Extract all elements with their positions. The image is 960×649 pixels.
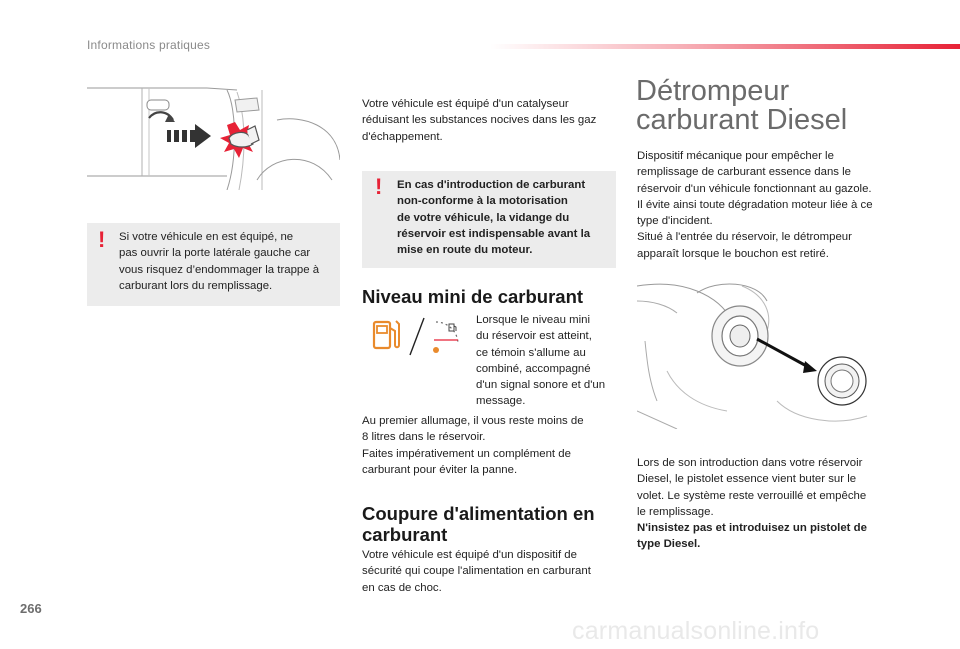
door-warning-text: Si votre véhicule en est équipé, ne pas ouvrir la porte latérale gauche car vous risquez d’endommager la trappe à carburant lors du remplissage.	[119, 231, 320, 292]
warning-exclamation-icon: !	[375, 174, 383, 199]
fuel-flap-illustration	[87, 80, 340, 190]
low-fuel-heading: Niveau mini de carburant	[362, 286, 584, 307]
misfuel-device-illustration	[637, 281, 890, 429]
misfuel-bold-text: N'insistez pas et introduisez un pistolet de type Diesel.	[637, 522, 867, 551]
low-fuel-indicator-icons	[372, 312, 462, 358]
fuel-cutoff-heading: Coupure d'alimentation en carburant	[362, 503, 595, 545]
page-number: 266	[20, 601, 42, 616]
low-fuel-text: Au premier allumage, il vous reste moins de 8 litres dans le réservoir. Faites impérativement un complément de carburant pour éviter la panne.	[362, 415, 584, 476]
misfuel-title: Détrompeur carburant Diesel	[636, 75, 848, 136]
low-fuel-lamp-text: Lorsque le niveau mini du réservoir est atteint, ce témoin s'allume au combiné, accompagné d'un signal sonore et d'un message.	[476, 314, 606, 408]
watermark: carmanualsonline.info	[572, 617, 820, 645]
fuel-warning-text: En cas d'introduction de carburant non-conforme à la motorisation de votre véhicule, la vidange du réservoir est indispensable avant la mise en route du moteur.	[397, 179, 591, 257]
catalyst-text: Votre véhicule est équipé d'un catalyseur réduisant les substances nocives dans les gaz d'échappement.	[362, 98, 597, 143]
header-accent-bar	[490, 44, 960, 49]
door-warning-box	[87, 223, 340, 306]
warning-exclamation-icon: !	[98, 227, 106, 252]
fuel-pump-icon	[374, 321, 399, 348]
fuel-gauge-icon	[433, 322, 458, 353]
fuel-cutoff-text: Votre véhicule est équipé d'un dispositif de sécurité qui coupe l'alimentation en carburant en cas de choc.	[362, 549, 591, 594]
section-header-title: Informations pratiques	[87, 38, 211, 52]
fuel-warning-box	[362, 171, 616, 268]
misfuel-text: Lors de son introduction dans votre réservoir Diesel, le pistolet essence vient buter sur le volet. Le système reste verrouillé et empêche le remplissage.	[637, 457, 867, 518]
misfuel-intro-text: Dispositif mécanique pour empêcher le remplissage de carburant essence dans le réservoir d'un véhicule fonctionnant au gazole. Il évite ainsi toute dégradation moteur liée à ce type d'incident. Situé à l'entrée du réservoir, le détrompeur apparaît lorsque le bouchon est retiré.	[637, 150, 873, 260]
